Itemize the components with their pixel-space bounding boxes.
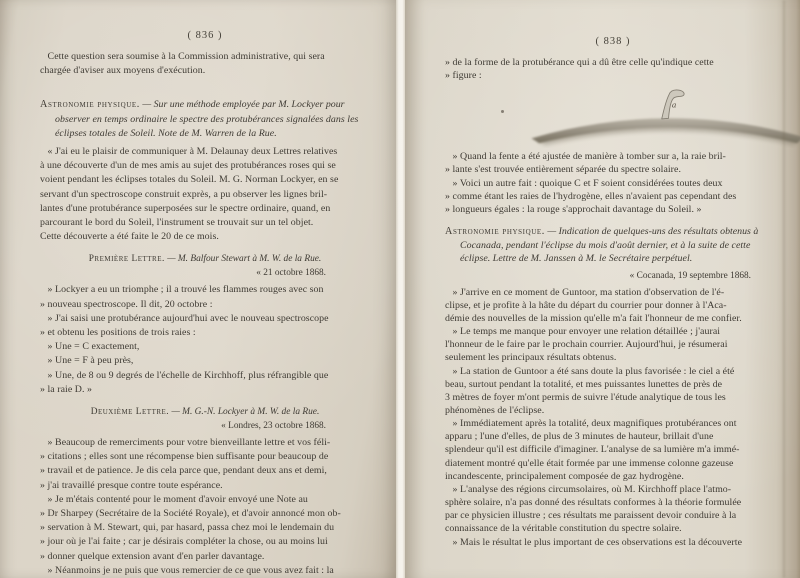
text-line: » L'analyse des régions circumsolaires, où M. Kirchhoff place l'atmo- [445,483,732,495]
text-line: » longueurs égales : la rouge s'approchait davantage du Soleil. » [445,203,702,215]
text-line: à une découverte d'un de mes amis au sujet des protubérances roses qui se [40,160,336,172]
text-line: » lante s'est trouvée entièrement séparée du spectre solaire. [445,164,681,176]
text-line: voient pendant les éclipses totales du Soleil. M. G. Norman Lockyer, en se [40,174,339,186]
section-title-rest: — Indication de quelques-uns des résultats obtenus à [544,226,759,238]
text-line: phénomènes de l'éclipse. [445,405,545,417]
section-title-rest: — Sur une méthode employée par M. Lockyer pour [139,99,345,111]
first-letter-label: Première Lettre. [88,254,165,265]
figure-protuberance [523,86,800,148]
section-heading-lockyer [40,98,370,141]
text-line: » Immédiatement après la totalité, deux magnifiques protubérances ont [445,418,737,430]
text-line: seulement les principaux résultats obtenus. [445,352,617,364]
figure-label-a: a [671,99,677,110]
text-line: » Voici un autre fait : quoique C et F soient considérées toutes deux [445,177,723,189]
section-heading-continuation [445,239,781,265]
text-line: servant d'un spectroscope construit exprès, a pu observer les lignes bril- [40,188,328,200]
section-heading-first-line [445,225,781,239]
text-line: » et obtenu les positions de trois raies : [40,327,196,339]
text-line: lantes d'une protubérance superposées sur le spectre ordinaire, quand, en [40,202,331,214]
text-line: » Le temps me manque pour envoyer une relation détaillée ; j'aurai [445,326,721,338]
text-line: » jour où je l'ai faite ; car je désirais compléter la chose, ou au moins lui [40,536,328,548]
text-line: » nouveau spectroscope. Il dit, 20 octobre : [40,298,213,310]
book-gutter [396,0,405,578]
text-line: Cette découverte a été faite le 20 de ce mois. [40,231,219,243]
figure-discussion-paragraph [445,150,781,216]
text-line: apparu ; l'une d'elles, de plus de 3 minutes de hauteur, brillait d'une [445,431,714,443]
section-heading-first-line [40,98,370,112]
second-letter-heading [40,406,370,418]
text-line: » comme étant les raies de l'hydrogène, elles n'avaient pas cependant des [445,190,737,202]
intro-paragraph [40,50,370,78]
text-line: » Une = C exactement, [40,341,140,353]
text-line: » Mais le résultat le plus important de ces observations est la découverte [445,536,742,548]
janssen-letter-date: « Cocanada, 19 septembre 1868. [629,270,751,281]
right-page [405,0,800,578]
section-heading-continuation [40,113,370,141]
second-letter-date: « Londres, 23 octobre 1868. [221,421,326,432]
text-line: observer en temps ordinaire le spectre des protubérances signalées dans les [55,113,359,125]
warren-de-la-rue-paragraph [40,145,370,244]
text-line: 3 mètres de foyer m'ont permis de suivre l'étude analytique de tous les [445,391,726,403]
text-line: incandescente, principalement composée de gaz hydrogène. [445,470,684,482]
text-line: » de la forme de la protubérance qui a dû être celle qu'indique cette [445,57,714,68]
page-number-left: ( 836 ) [187,30,223,41]
text-line: « J'ai eu le plaisir de communiquer à M. Delaunay deux Lettres relatives [40,146,338,158]
right-page-text-column [445,36,781,549]
text-line: Cette question sera soumise à la Commission administrative, qui sera [40,51,325,62]
first-letter-body [40,283,370,397]
second-letter-body [40,436,370,578]
text-line: » Une, de 8 ou 9 degrés de l'échelle de Kirchhoff, plus réfrangible que [40,369,329,381]
left-page [0,0,397,578]
text-line: » Dr Sharpey (Secrétaire de la Société Royale), et d'avoir annoncé mon ob- [40,508,341,520]
text-line: éclipses totales de Soleil. Note de M. Warren de la Rue. [55,127,277,139]
text-line: parcourant le bord du Soleil, l'instrument se trouvait sur un tel objet. [40,217,314,229]
first-letter-parties: — M. Balfour Stewart à M. W. de la Rue. [164,254,322,265]
text-line: » travail et de patience. Je dis cela parce que, pendant deux ans et demi, [40,465,327,477]
section-label: Astronomie physique. [445,226,545,238]
text-line: » figure : [445,70,482,82]
text-line: éclipse. Lettre de M. Janssen à M. le Secrétaire perpétuel. [460,253,693,265]
second-letter-label: Deuxième Lettre. [90,407,170,418]
janssen-letter-body [445,286,781,549]
text-line: par ce physicien illustre ; ces résultats me paraissent devoir conduire à la [445,510,737,522]
text-line: » j'ai travaillé presque contre toute espérance. [40,479,223,491]
figure-intro-paragraph [445,56,781,82]
text-line: beau, surtout pendant la totalité, et mes puissantes lunettes de près de [445,378,723,390]
ink-speck [501,110,504,113]
text-line: » servation à M. Stewart, qui, par hasard, passa chez moi le lendemain du [40,522,335,534]
text-line: démie des nouvelles de la mission qu'elle m'a fait l'honneur de me confier. [445,312,742,324]
first-letter-date: « 21 octobre 1868. [256,268,326,279]
text-line: » Néanmoins je ne puis que vous remercier de ce que vous avez fait : la [40,564,334,576]
text-line: chargée d'aviser aux moyens d'exécution. [40,65,206,77]
text-line: connaissance de la véritable constitution du spectre solaire. [445,523,682,535]
page-number-right: ( 838 ) [595,36,631,47]
text-line: l'honneur de le faire par le prochain courrier. Aujourd'hui, je résumerai [445,339,728,351]
text-line: » La station de Guntoor a été sans doute la plus favorisée : le ciel a été [445,365,735,377]
text-line: » Quand la fente a été ajustée de manière à tomber sur a, la raie bril- [445,151,726,163]
text-line: splendeur qu'il est difficile d'imaginer. L'analyse de sa lumière m'a immé- [445,444,740,456]
first-letter-heading [40,253,370,265]
text-line: » citations ; elles sont une récompense bien suffisante pour beaucoup de [40,451,329,463]
text-line: Cocanada, pendant l'éclipse du mois d'août dernier, et à la suite de cette [460,240,751,252]
section-label: Astronomie physique. [40,99,140,111]
text-line: » Une = F à peu près, [40,355,134,367]
second-letter-parties: — M. G.-N. Lockyer à M. W. de la Rue. [169,407,320,418]
text-line: » la raie D. » [40,383,92,395]
protuberance-drawing [523,86,800,148]
text-line: diatement montré qu'elle était formée par une immense colonne gazeuse [445,457,734,469]
text-line: » Je m'étais contenté pour le moment d'avoir envoyé une Note au [40,493,308,505]
text-line: » J'arrive en ce moment de Guntoor, ma station d'observation de l'é- [445,286,725,298]
left-page-text-column [40,30,370,578]
text-line: » Beaucoup de remerciments pour votre bienveillante lettre et vos féli- [40,437,331,449]
text-line: » J'ai saisi une protubérance aujourd'hui avec le nouveau spectroscope [40,312,329,324]
section-heading-janssen [445,225,781,266]
text-line: » donner quelque extension avant d'en parler davantage. [40,550,265,562]
text-line: clipse, et je profite à la hâte du départ du courrier pour donner à l'Aca- [445,299,727,311]
text-line: » Lockyer a eu un triomphe ; il a trouvé les flammes rouges avec son [40,284,324,296]
text-line: sphère solaire, n'a pas donné des résultats conformes à la théorie formulée [445,497,742,509]
